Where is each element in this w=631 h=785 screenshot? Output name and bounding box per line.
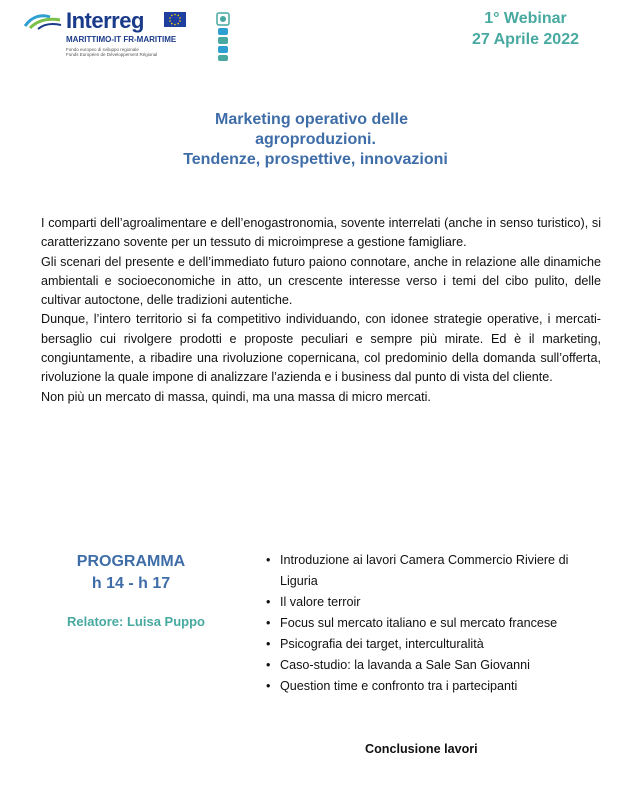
paragraph: I comparti dell’agroalimentare e dell’enogastronomia, sovente interrelati (anche in senso turistico), si caratterizzano sovente per un tessuto di microimprese a gestione famigliare. [41,216,601,250]
title-line-1: Marketing operativo delle [215,111,408,128]
interreg-wordmark: Interreg [66,8,144,33]
eu-flag-icon [164,12,186,27]
intro-text [41,214,601,407]
agro-logo-icon [216,12,230,62]
paragraph: Gli scenari del presente e dell’immediato futuro paiono connotare, anche in relazione alle dinamiche ambientali e socioeconomiche in atto, un crescente interesse verso i temi del cibo pulito, delle cultivar autoctone, delle tradizioni autentiche. [41,254,601,308]
title-line-2: agroproduzioni. [255,131,376,148]
interreg-logo [24,6,224,60]
fund-line-1: Fondo europeo di sviluppo regionale [66,47,139,52]
interreg-swoosh-icon [24,12,62,30]
closing-label: Conclusione lavori [365,742,478,756]
programma-title: PROGRAMMA [76,553,186,570]
title-line-3: Tendenze, prospettive, innovazioni [183,151,448,168]
webinar-date: 27 Aprile 2022 [471,31,579,48]
agenda-item: • Il valore terroir [262,592,592,613]
agenda-item: • Question time e confronto tra i partecipanti [262,676,592,697]
agenda-item: • Caso-studio: la lavanda a Sale San Giovanni [262,655,592,676]
page-title [0,110,631,170]
webinar-label: 1° Webinar [484,10,567,27]
paragraph: Non più un mercato di massa, quindi, ma una massa di micro mercati. [41,389,431,404]
agenda-item: • Psicografia dei target, interculturalità [262,634,592,655]
paragraph: Dunque, l’intero territorio si fa competitivo individuando, con idonee strategie operative, i mercati-bersaglio cui rivolgere prodotti e proposte peculiari e sempre più mirate. Ed è il marketing, congiuntamente, a ribadire una rivoluzione copernicana, col predominio della domanda sull’offerta, rivoluzione la quale impone di analizzare l’azienda e i business dal punto di vista del cliente. [41,312,601,385]
agenda-list [262,550,592,697]
program-name: MARITTIMO-IT FR-MARITIME [66,35,177,44]
programma-heading [48,551,214,595]
agenda-item: • Introduzione ai lavori Camera Commercio Riviere di Liguria [262,550,592,592]
fund-line-2: Fonds Européen de Développement Régional [66,52,158,57]
speaker-label: Relatore: Luisa Puppo [67,614,205,629]
agenda-item: • Focus sul mercato italiano e sul mercato francese [262,613,592,634]
programma-time: h 14 - h 17 [91,575,171,592]
webinar-info [472,8,579,50]
